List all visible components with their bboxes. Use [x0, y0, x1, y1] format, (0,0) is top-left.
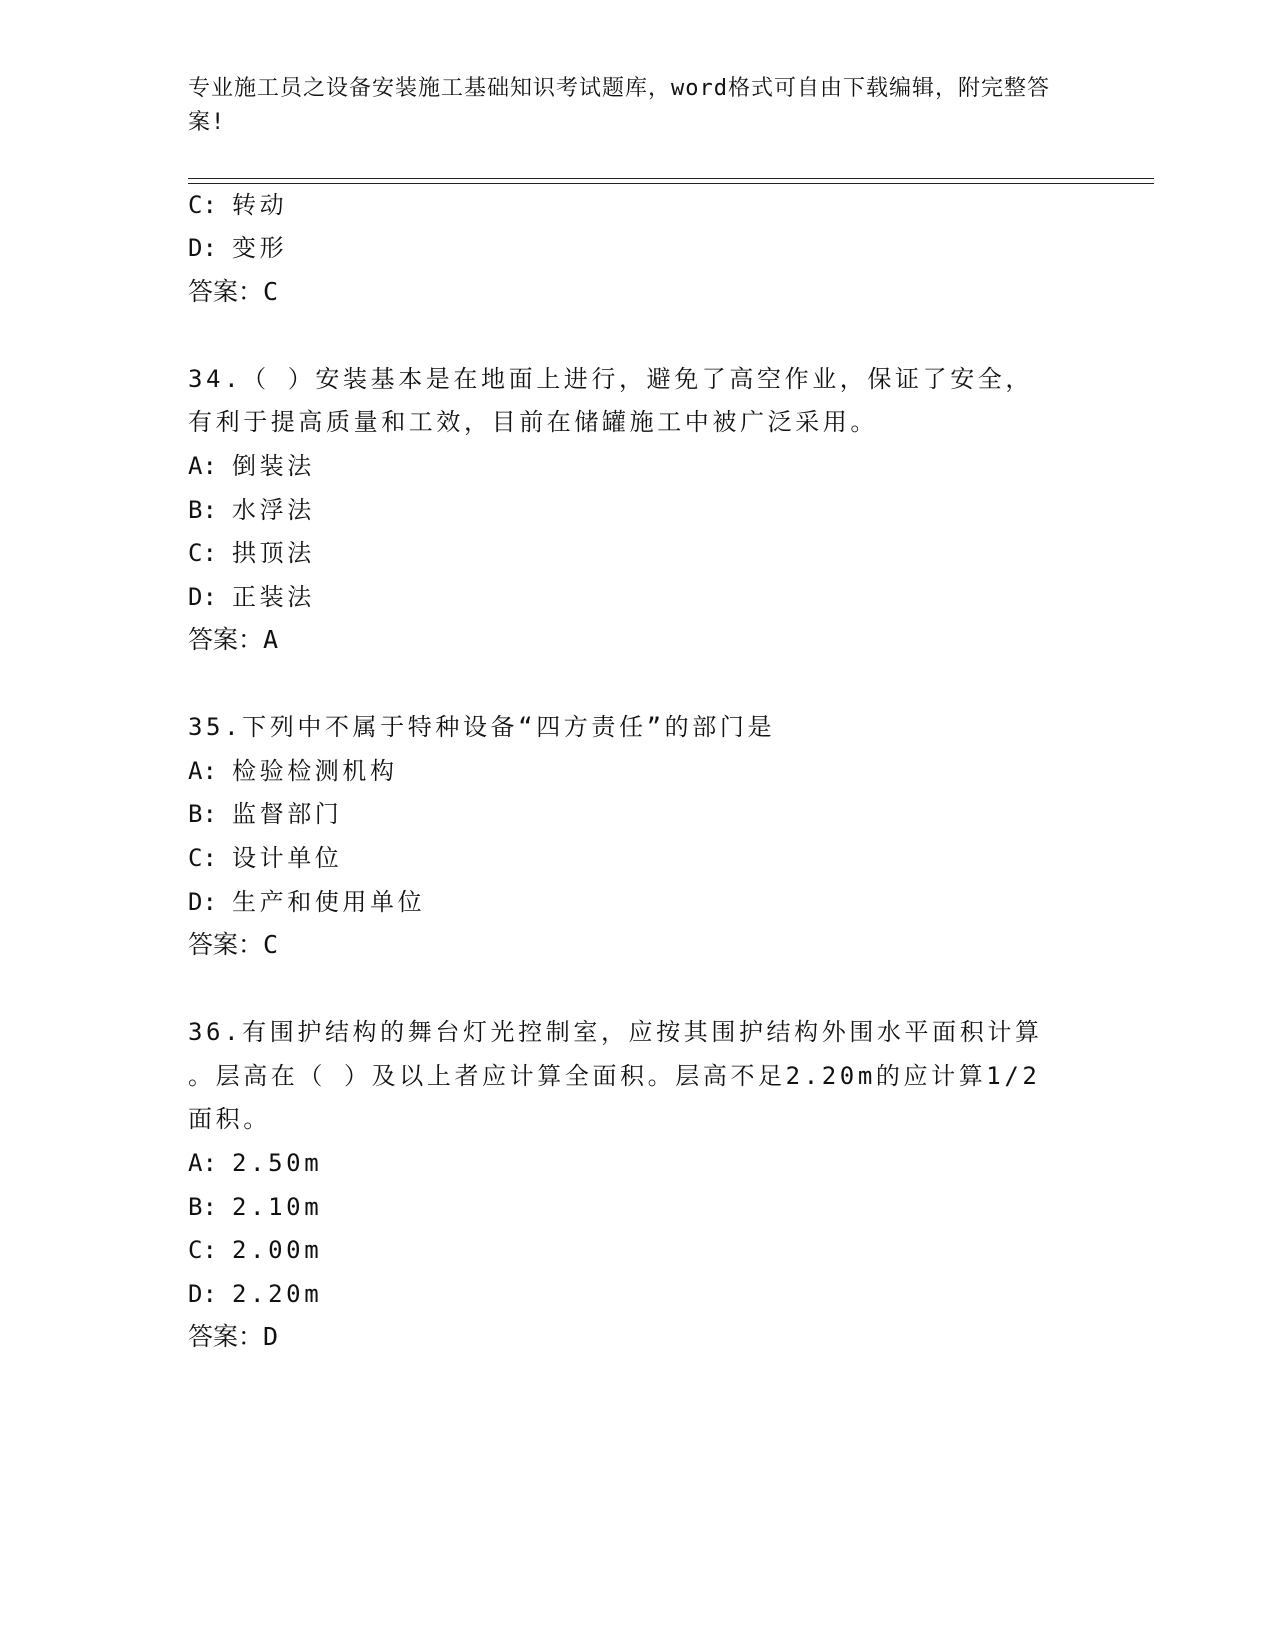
option-text: 拱顶法 — [232, 539, 315, 567]
answer-line — [188, 1322, 278, 1352]
option-text: 2.00m — [232, 1236, 323, 1264]
option-b — [188, 1192, 322, 1222]
answer-line — [188, 625, 278, 655]
answer-value: D — [263, 1322, 279, 1351]
option-c — [188, 843, 342, 873]
answer-label: 答案： — [188, 930, 264, 959]
answer-line — [188, 277, 278, 307]
page-header — [188, 72, 1068, 140]
option-letter: A: — [188, 757, 217, 785]
answer-line — [188, 930, 278, 960]
question-36-line-3: 面积。 — [188, 1105, 271, 1133]
question-36-line-2: 。层高在（ ）及以上者应计算全面积。层高不足2.20m的应计算1/2 — [188, 1062, 1041, 1090]
answer-value: C — [263, 277, 279, 306]
option-d — [188, 233, 287, 263]
answer-value: A — [263, 625, 279, 654]
option-c — [188, 190, 287, 220]
option-a — [188, 756, 398, 786]
option-letter: B: — [188, 496, 217, 524]
answer-label: 答案： — [188, 1322, 264, 1351]
option-text: 监督部门 — [232, 800, 343, 828]
option-letter: D: — [188, 1280, 217, 1308]
option-text: 2.10m — [232, 1193, 323, 1221]
header-rule-top — [188, 178, 1154, 179]
option-c — [188, 538, 315, 568]
header-title: 专业施工员之设备安装施工基础知识考试题库，word格式可自由下载编辑，附完整答案! — [188, 76, 1050, 135]
option-text: 生产和使用单位 — [232, 888, 426, 916]
option-letter: C: — [188, 844, 217, 872]
option-b — [188, 495, 315, 525]
option-text: 转动 — [232, 191, 288, 219]
option-letter: D: — [188, 583, 217, 611]
option-a — [188, 451, 315, 481]
option-letter: A: — [188, 1149, 217, 1177]
option-letter: D: — [188, 234, 217, 262]
option-letter: C: — [188, 1236, 217, 1264]
option-a — [188, 1148, 322, 1178]
header-rule-bottom — [188, 183, 1154, 184]
option-letter: B: — [188, 800, 217, 828]
option-text: 变形 — [232, 234, 288, 262]
answer-label: 答案： — [188, 625, 264, 654]
answer-label: 答案： — [188, 277, 264, 306]
option-text: 正装法 — [232, 583, 315, 611]
question-35-line-1: 35.下列中不属于特种设备“四方责任”的部门是 — [188, 713, 776, 741]
option-c — [188, 1235, 322, 1265]
option-letter: A: — [188, 452, 217, 480]
answer-value: C — [263, 930, 279, 959]
option-text: 水浮法 — [232, 496, 315, 524]
option-text: 设计单位 — [232, 844, 343, 872]
question-36-line-1: 36.有围护结构的舞台灯光控制室，应按其围护结构外围水平面积计算 — [188, 1018, 1043, 1046]
question-34-line-2: 有利于提高质量和工效，目前在储罐施工中被广泛采用。 — [188, 408, 878, 436]
option-d — [188, 887, 425, 917]
option-text: 倒装法 — [232, 452, 315, 480]
option-b — [188, 799, 342, 829]
option-text: 2.50m — [232, 1149, 323, 1177]
option-letter: C: — [188, 191, 217, 219]
option-text: 2.20m — [232, 1280, 323, 1308]
question-34-line-1: 34.（ ）安装基本是在地面上进行，避免了高空作业，保证了安全， — [188, 365, 1033, 393]
option-text: 检验检测机构 — [232, 757, 398, 785]
option-letter: D: — [188, 888, 217, 916]
option-d — [188, 582, 315, 612]
option-letter: B: — [188, 1193, 217, 1221]
option-d — [188, 1279, 322, 1309]
option-letter: C: — [188, 539, 217, 567]
